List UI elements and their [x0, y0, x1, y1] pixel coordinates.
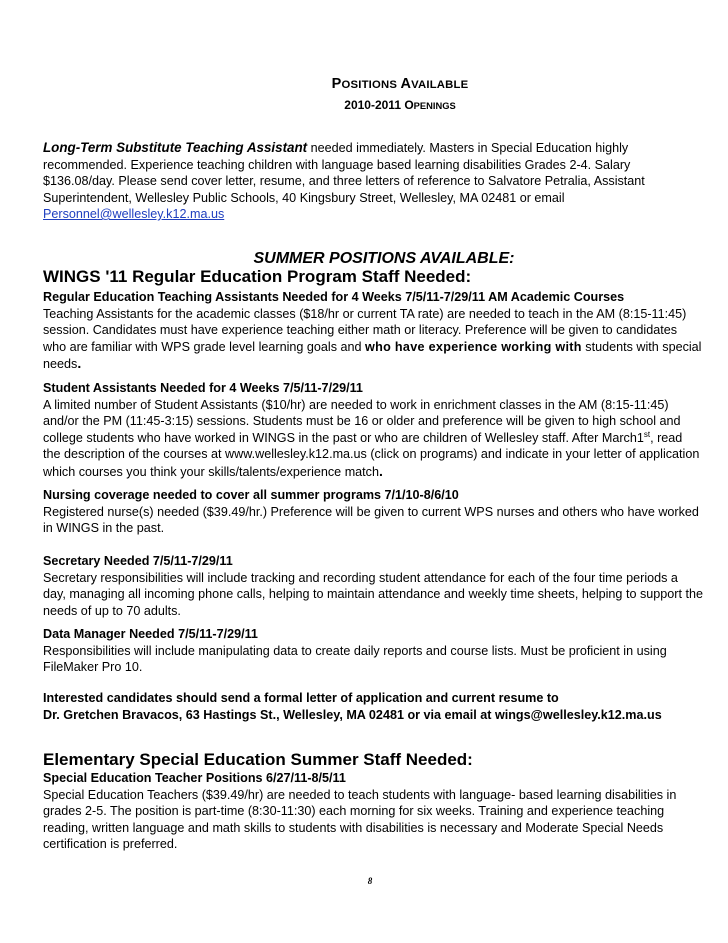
ta-title: Regular Education Teaching Assistants Needed for 4 Weeks 7/5/11-7/29/11 AM Academic Courses — [43, 290, 625, 304]
sa-title: Student Assistants Needed for 4 Weeks 7/5/11-7/29/11 — [43, 381, 363, 395]
sa-section: Student Assistants Needed for 4 Weeks 7/5/11-7/29/11 A limited number of Student Assistants ($10/hr) are needed to work in enrichment classes in the AM (8:15-11:45) and/or the PM (11:45-3:15) sessions. Students must be 16 or older and preference will be given to high school and college students who have worked in WINGS in the past or who are children of Wellesley staff. After March1st, read the description of the courses at www.wellesley.k12.ma.us (click on programs) and indicate in your letter of application which courses you think your skills/talents/experience match. — [43, 381, 700, 479]
ltsub-title: Long-Term Substitute Teaching Assistant — [43, 140, 308, 155]
nurse-title: Nursing coverage needed to cover all summer programs 7/1/10-8/6/10 — [43, 488, 459, 502]
sa-sup: st — [643, 429, 651, 439]
sped-title: Special Education Teacher Positions 6/27/11-8/5/11 — [43, 771, 346, 785]
ta-section: Regular Education Teaching Assistants Needed for 4 Weeks 7/5/11-7/29/11 AM Academic Courses Teaching Assistants for the academic classes ($18/hr or current TA rate) are needed to teach in the AM (8:15-11:45) session. Candidates must have experience teaching either math or literacy. Preference will be given to candidates who are familiar with WPS grade level learning goals and who have experience working with students with special needs. — [43, 290, 702, 371]
secretary-section — [43, 553, 703, 619]
personnel-email-link[interactable]: Personnel@wellesley.k12.ma.us — [43, 207, 225, 221]
secretary-body: Secretary responsibilities will include tracking and recording student attendance for each of the four time periods a day, managing all incoming phone calls, helping to maintain attendance and weekly time sheets, helping to support the needs of up to 70 adults. — [43, 570, 703, 618]
apply-line1: Interested candidates should send a formal letter of application and current resume to — [43, 691, 559, 705]
page-title: POSITIONS AVAILABLE — [331, 76, 469, 92]
data-manager-section — [43, 626, 703, 676]
data-manager-body: Responsibilities will include manipulating data to create daily reports and course lists. Must be proficient in using FileMaker Pro 10. — [43, 643, 667, 674]
ta-tail: students with special needs — [43, 339, 702, 371]
nurse-body: Registered nurse(s) needed ($39.49/hr.) Preference will be given to current WPS nurses and others who have worked in WINGS in the past. — [43, 504, 699, 535]
sped-heading: Elementary Special Education Summer Staff Needed: — [43, 750, 473, 769]
apply-section — [43, 690, 723, 723]
page-number: 8 — [367, 876, 373, 886]
sped-section — [43, 770, 707, 853]
wings-heading: WINGS '11 Regular Education Program Staff Needed: — [43, 267, 472, 286]
ta-bold: who have experience working with — [365, 339, 582, 354]
ta-body: Teaching Assistants for the academic classes ($18/hr or current TA rate) are needed to teach in the AM (8:15-11:45) session. Candidates must have experience teaching either math or literacy. Preference will be given to candidates who are familiar with WPS grade level learning goals and — [43, 306, 687, 354]
page-subtitle: 2010-2011 OPENINGS — [344, 98, 456, 112]
ltsub-body: needed immediately. Masters in Special Education highly recommended. Experience teaching children with language based learning disabilities Grades 2-4. Salary $136.08/day. Please send cover letter, resume, and three letters of reference to Salvatore Petralia, Assistant Superintendent, Wellesley Public Schools, 40 Kingsbury Street, Wellesley, MA 02481 or email — [43, 141, 645, 205]
ltsub-paragraph — [43, 140, 703, 223]
summer-heading: SUMMER POSITIONS AVAILABLE: — [253, 250, 515, 267]
nurse-section — [43, 487, 703, 537]
data-manager-title: Data Manager Needed 7/5/11-7/29/11 — [43, 627, 258, 641]
apply-line2: Dr. Gretchen Bravacos, 63 Hastings St., Wellesley, MA 02481 or via email at wings@wellesley.k12.ma.us — [43, 707, 662, 722]
secretary-title: Secretary Needed 7/5/11-7/29/11 — [43, 554, 233, 568]
sped-body: Special Education Teachers ($39.49/hr) are needed to teach students with language- based learning disabilities in grades 2-5. The position is part-time (8:30-11:30) each morning for six weeks. Training and experience teaching reading, written language and math skills to students with disabilities is necessary and Moderate Special Needs certification is preferred. — [43, 787, 677, 851]
sa-body1: A limited number of Student Assistants ($10/hr) are needed to work in enrichment classes in the AM (8:15-11:45) and/or the PM (11:45-3:15) sessions. Students must be 16 or older and preference will be given to high school and college students who have worked in WINGS in the past or who are children of Wellesley staff. After March1 — [43, 397, 681, 445]
sa-body2: , read the description of the courses at www.wellesley.k12.ma.us (click on programs) and indicate in your letter of application which courses you think your skills/talents/experience match — [43, 430, 700, 479]
